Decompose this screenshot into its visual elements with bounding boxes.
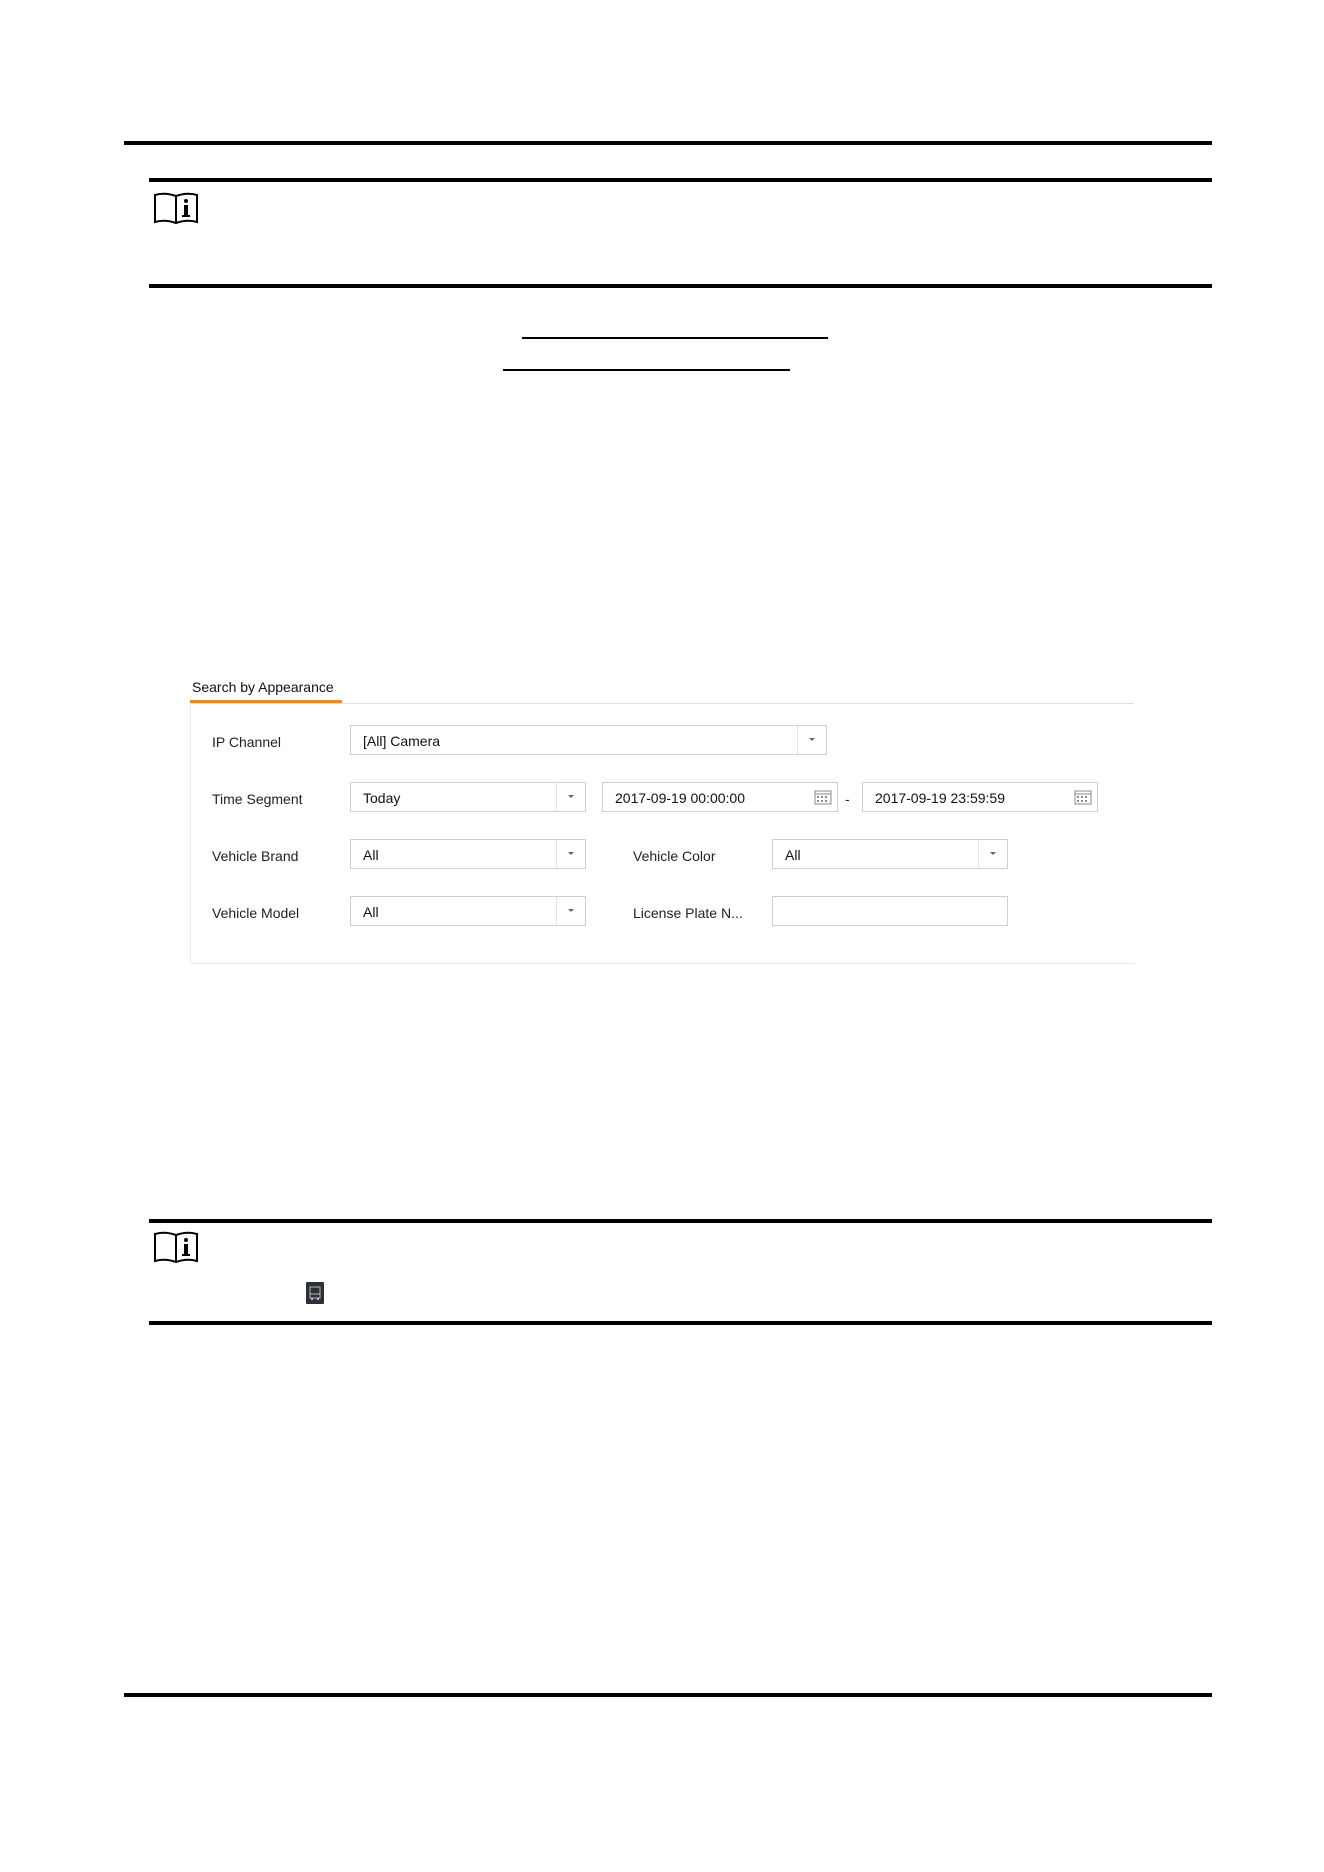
chevron-down-icon[interactable]	[797, 726, 826, 754]
license-plate-label: License Plate N...	[633, 905, 743, 921]
end-time-value: 2017-09-19 23:59:59	[875, 790, 1005, 806]
vehicle-model-select[interactable]	[350, 896, 586, 926]
link-underline-2[interactable]	[503, 369, 790, 371]
tab-search-by-appearance[interactable]: Search by Appearance	[192, 679, 334, 695]
vehicle-brand-select[interactable]	[350, 839, 586, 869]
vehicle-color-select[interactable]	[772, 839, 1008, 869]
chevron-down-icon[interactable]	[556, 783, 585, 811]
chevron-down-icon[interactable]	[556, 840, 585, 868]
header-rule	[124, 141, 1212, 145]
vehicle-color-label: Vehicle Color	[633, 848, 716, 864]
calendar-icon[interactable]	[1074, 789, 1092, 805]
vehicle-brand-label: Vehicle Brand	[212, 848, 299, 864]
link-underline-1[interactable]	[522, 337, 828, 339]
time-segment-select[interactable]	[350, 782, 586, 812]
note-bottom-rule	[149, 284, 1212, 288]
end-time-input[interactable]	[862, 782, 1098, 812]
note2-bottom-rule	[149, 1321, 1212, 1325]
note2-top-rule	[149, 1219, 1212, 1223]
chevron-down-icon[interactable]	[978, 840, 1007, 868]
vehicle-color-value: All	[785, 847, 801, 863]
calendar-icon[interactable]	[814, 789, 832, 805]
license-plate-input[interactable]	[772, 896, 1008, 926]
chevron-down-icon[interactable]	[556, 897, 585, 925]
search-by-appearance-screenshot	[190, 677, 1134, 963]
vehicle-model-label: Vehicle Model	[212, 905, 300, 921]
ip-channel-select[interactable]	[350, 725, 827, 755]
footer-rule	[124, 1693, 1212, 1697]
time-segment-value: Today	[363, 790, 401, 806]
vehicle-model-value: All	[363, 904, 379, 920]
note-book-icon	[153, 1230, 199, 1264]
time-segment-label: Time Segment	[212, 791, 303, 807]
tab-bar	[190, 677, 1134, 704]
start-time-input[interactable]	[602, 782, 838, 812]
note-top-rule	[149, 178, 1212, 182]
ip-channel-value: [All] Camera	[363, 733, 441, 749]
vehicle-brand-value: All	[363, 847, 379, 863]
start-time-value: 2017-09-19 00:00:00	[615, 790, 745, 806]
vehicle-icon	[306, 1282, 324, 1304]
date-range-separator: -	[845, 791, 850, 807]
note-book-icon	[153, 191, 199, 225]
ip-channel-label: IP Channel	[212, 734, 282, 750]
